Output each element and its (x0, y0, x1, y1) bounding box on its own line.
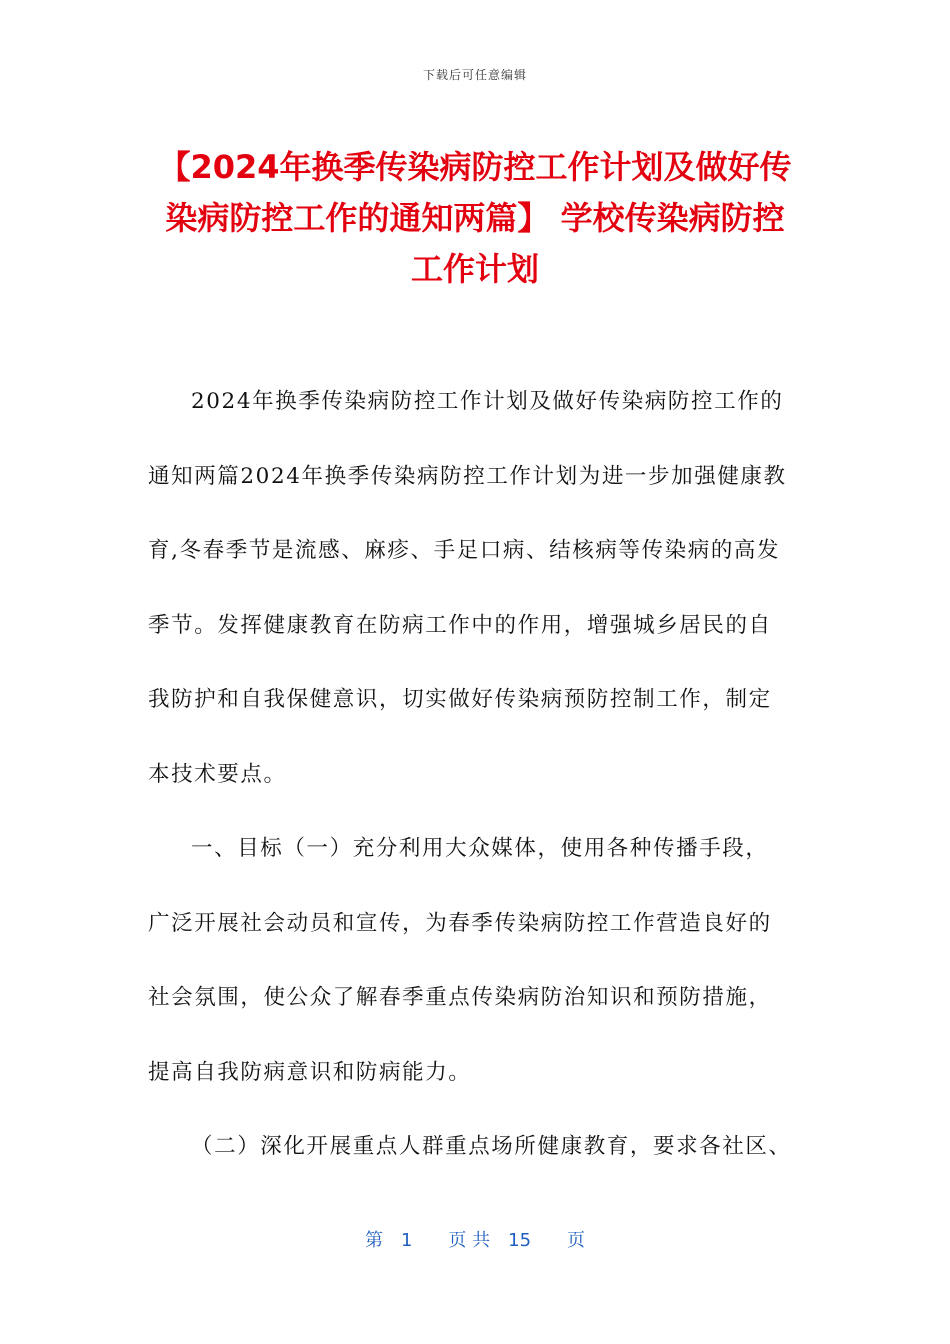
paragraph-line: 季节。发挥健康教育在防病工作中的作用，增强城乡居民的自 (148, 612, 772, 638)
paragraph-line: 育,冬春季节是流感、麻疹、手足口病、结核病等传染病的高发 (148, 538, 781, 563)
page-number-footer: 第 1 页 共 15 页 (364, 1230, 586, 1251)
paragraph-line: 2024年换季传染病防控工作计划及做好传染病防控工作的 (191, 389, 784, 414)
header-note: 下载后可任意编辑 (422, 68, 527, 82)
document-title (140, 142, 810, 295)
title-line: 工作计划 (410, 250, 539, 288)
paragraph-line: 通知两篇2024年换季传染病防控工作计划为进一步加强健康教 (148, 463, 787, 489)
paragraph-line: 本技术要点。 (148, 761, 287, 787)
title-line: 【2024年换季传染病防控工作计划及做好传 (158, 148, 792, 186)
paragraph-line: 广泛开展社会动员和宣传，为春季传染病防控工作营造良好的 (148, 910, 772, 936)
paragraph-line: 社会氛围，使公众了解春季重点传染病防治知识和预防措施， (148, 985, 772, 1010)
paragraph-line: 一、目标（一）充分利用大众媒体，使用各种传播手段， (191, 836, 769, 861)
document-body (148, 365, 803, 1185)
paragraph-line: 提高自我防病意识和防病能力。 (148, 1059, 472, 1085)
paragraph-line: 我防护和自我保健意识，切实做好传染病预防控制工作，制定 (148, 687, 772, 712)
paragraph-line: （二）深化开展重点人群重点场所健康教育，要求各社区、 (191, 1134, 792, 1159)
title-line: 染病防控工作的通知两篇】 学校传染病防控 (165, 199, 785, 237)
